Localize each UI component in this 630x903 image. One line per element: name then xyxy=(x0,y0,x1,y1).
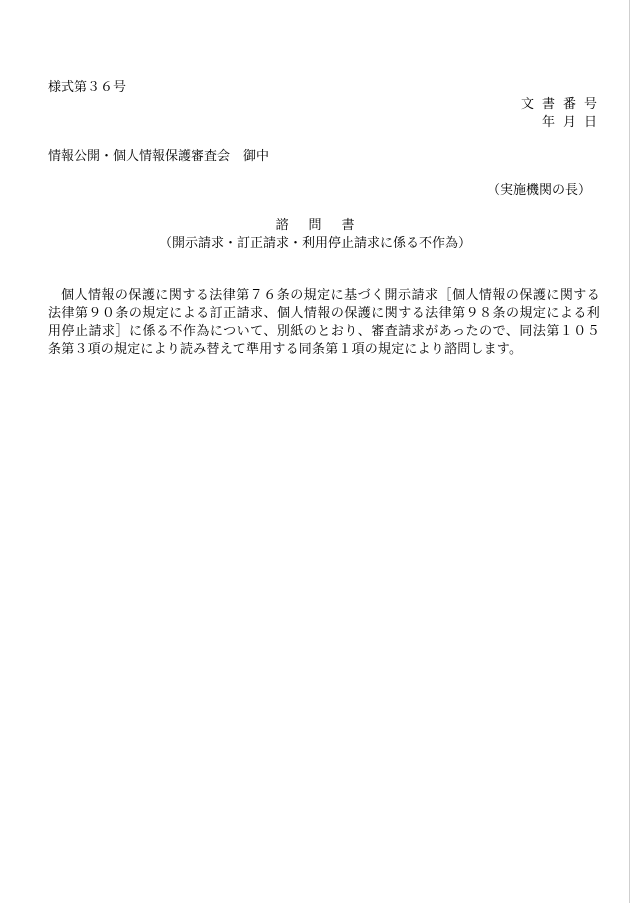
document-subtitle: （開示請求・訂正請求・利用停止請求に係る不作為） xyxy=(158,236,471,251)
document-title: 諮問書 xyxy=(275,218,375,233)
date-label: 年月日 xyxy=(541,115,605,130)
body-paragraph: 個人情報の保護に関する法律第７６条の規定に基づく開示請求［個人情報の保護に関する法律第９０条の規定による訂正請求、個人情報の保護に関する法律第９８条の規定による利用停止請求］に係る不作為について、別紙のとおり、審査請求があったので、同法第１０５条第３項の規定により読み替えて準用する同条第１項の規定により諮問します。 xyxy=(48,288,600,357)
sender: （実施機関の長） xyxy=(486,183,591,198)
addressee: 情報公開・個人情報保護審査会 御中 xyxy=(48,149,270,164)
document-number-label: 文書番号 xyxy=(520,97,605,112)
form-number: 様式第３６号 xyxy=(48,80,127,95)
document-meta xyxy=(520,96,605,132)
